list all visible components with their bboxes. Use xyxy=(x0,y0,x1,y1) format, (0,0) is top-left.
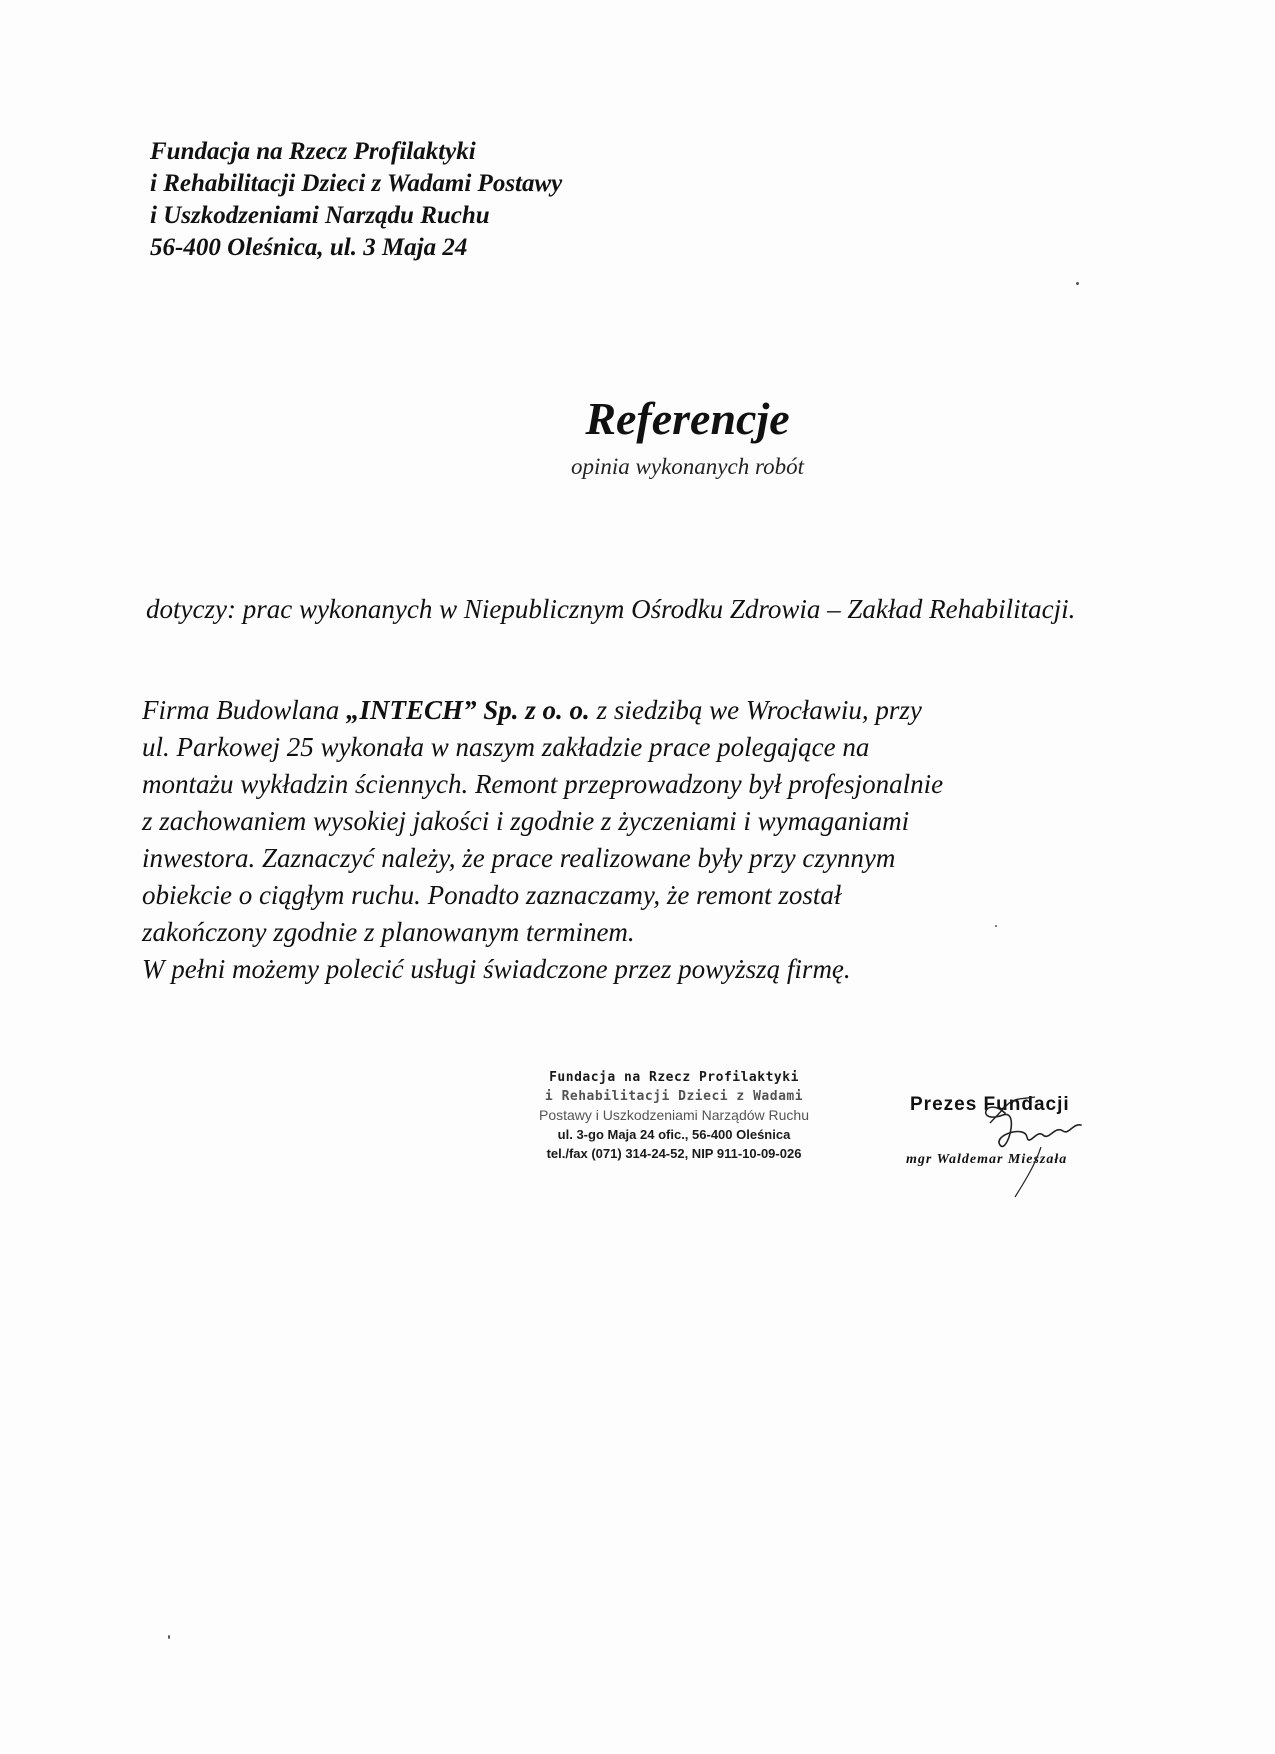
document-title: Referencje xyxy=(585,393,790,444)
body-line-4: z zachowaniem wysokiej jakości i zgodnie z życzeniami i wymaganiami xyxy=(142,806,910,836)
sender-line-2: i Rehabilitacji Dzieci z Wadami Postawy xyxy=(150,170,563,197)
handwritten-signature xyxy=(945,1085,1125,1205)
stamp-line-1: Fundacja na Rzecz Profilaktyki xyxy=(549,1070,799,1085)
signer-name: mgr Waldemar Mieszała xyxy=(906,1152,1068,1167)
body-line-1 xyxy=(142,692,1102,729)
body-line-1-post: z siedzibą we Wrocławiu, przy xyxy=(589,695,922,725)
reference-body xyxy=(142,692,1102,988)
stamp-line-5: tel./fax (071) 314-24-52, NIP 911-10-09-026 xyxy=(546,1146,802,1161)
sender-line-1: Fundacja na Rzecz Profilaktyki xyxy=(150,138,476,165)
body-line-3: montażu wykładzin ściennych. Remont przeprowadzony był profesjonalnie xyxy=(142,769,944,799)
sender-address-block xyxy=(150,136,562,264)
sender-line-4: 56-400 Oleśnica, ul. 3 Maja 24 xyxy=(150,234,468,261)
stamp-line-4: ul. 3-go Maja 24 ofic., 56-400 Oleśnica xyxy=(557,1127,791,1142)
document-subtitle: opinia wykonanych robót xyxy=(571,454,804,479)
president-title: Prezes Fundacji xyxy=(910,1094,1070,1115)
body-line-8: W pełni możemy polecić usługi świadczone przez powyższą firmę. xyxy=(142,954,851,984)
body-line-2: ul. Parkowej 25 wykonała w naszym zakładzie prace polegające na xyxy=(142,732,870,762)
company-name: „INTECH” Sp. z o. o. xyxy=(346,695,590,725)
scan-speck xyxy=(1076,282,1079,285)
scan-speck xyxy=(995,925,997,927)
regarding-paragraph: dotyczy: prac wykonanych w Niepublicznym Ośrodku Zdrowia – Zakład Rehabilitacji. xyxy=(146,594,1076,624)
body-line-6: obiekcie o ciągłym ruchu. Ponadto zaznaczamy, że remont został xyxy=(142,880,842,910)
scan-speck xyxy=(168,1635,170,1639)
body-line-7: zakończony zgodnie z planowanym terminem. xyxy=(142,917,635,947)
sender-line-3: i Uszkodzeniami Narządu Ruchu xyxy=(150,202,490,229)
body-line-1-pre: Firma Budowlana xyxy=(142,695,347,725)
foundation-stamp xyxy=(536,1068,812,1163)
body-line-5: inwestora. Zaznaczyć należy, że prace realizowane były przy czynnym xyxy=(142,843,896,873)
stamp-line-3: Postawy i Uszkodzeniami Narządów Ruchu xyxy=(539,1107,809,1123)
stamp-line-2: i Rehabilitacji Dzieci z Wadami xyxy=(544,1089,804,1104)
